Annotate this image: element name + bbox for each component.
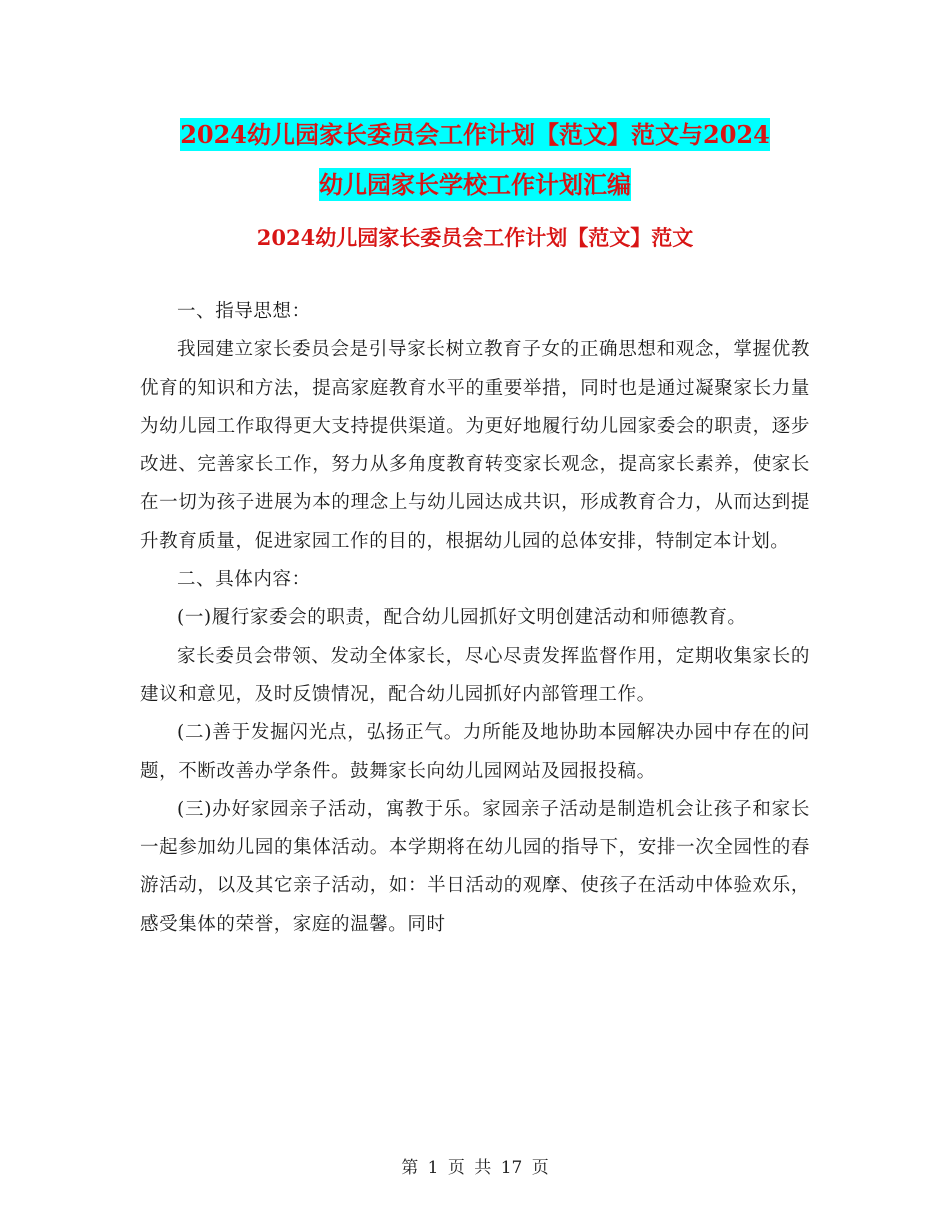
paragraph: 二、具体内容： — [177, 569, 311, 591]
paragraph: (三)办好家园亲子活动，寓教于乐。家园亲子活动是制造机会让孩子和家长一起参加幼儿园的集体活动。本学期将在幼儿园的指导下，安排一次全园性的春游活动，以及其它亲子活动，如：半日活动的观摩、使孩子在活动中体验欢乐，感受集体的荣誉，家庭的温馨。同时 — [140, 798, 810, 935]
section-title: 2024幼儿园家长委员会工作计划【范文】范文 — [256, 225, 694, 250]
paragraph: 我园建立家长委员会是引导家长树立教育子女的正确思想和观念，掌握优教优育的知识和方法，提高家庭教育水平的重要举措，同时也是通过凝聚家长力量为幼儿园工作取得更大支持提供渠道。为更好地履行幼儿园家委会的职责，逐步改进、完善家长工作，努力从多角度教育转变家长观念，提高家长素养，使家长在一切为孩子进展为本的理念上与幼儿园达成共识，形成教育合力，从而达到提升教育质量，促进家园工作的目的，根据幼儿园的总体安排，特制定本计划。 — [140, 339, 810, 552]
page-footer: 第 1 页 共 17 页 — [401, 1158, 549, 1178]
document-title-line-1: 2024幼儿园家长委员会工作计划【范文】范文与2024 — [180, 120, 770, 149]
body-text — [140, 293, 810, 944]
paragraph: (一)履行家委会的职责，配合幼儿园抓好文明创建活动和师德教育。 — [177, 607, 747, 629]
paragraph: 一、指导思想： — [177, 301, 311, 322]
paragraph: 家长委员会带领、发动全体家长，尽心尽责发挥监督作用，定期收集家长的建议和意见，及时反馈情况，配合幼儿园抓好内部管理工作。 — [140, 645, 810, 705]
paragraph: (二)善于发掘闪光点，弘扬正气。力所能及地协助本园解决办园中存在的问题，不断改善办学条件。鼓舞家长向幼儿园网站及园报投稿。 — [140, 722, 810, 782]
document-title-line-2: 幼儿园家长学校工作计划汇编 — [319, 170, 631, 199]
document-title — [140, 110, 810, 210]
